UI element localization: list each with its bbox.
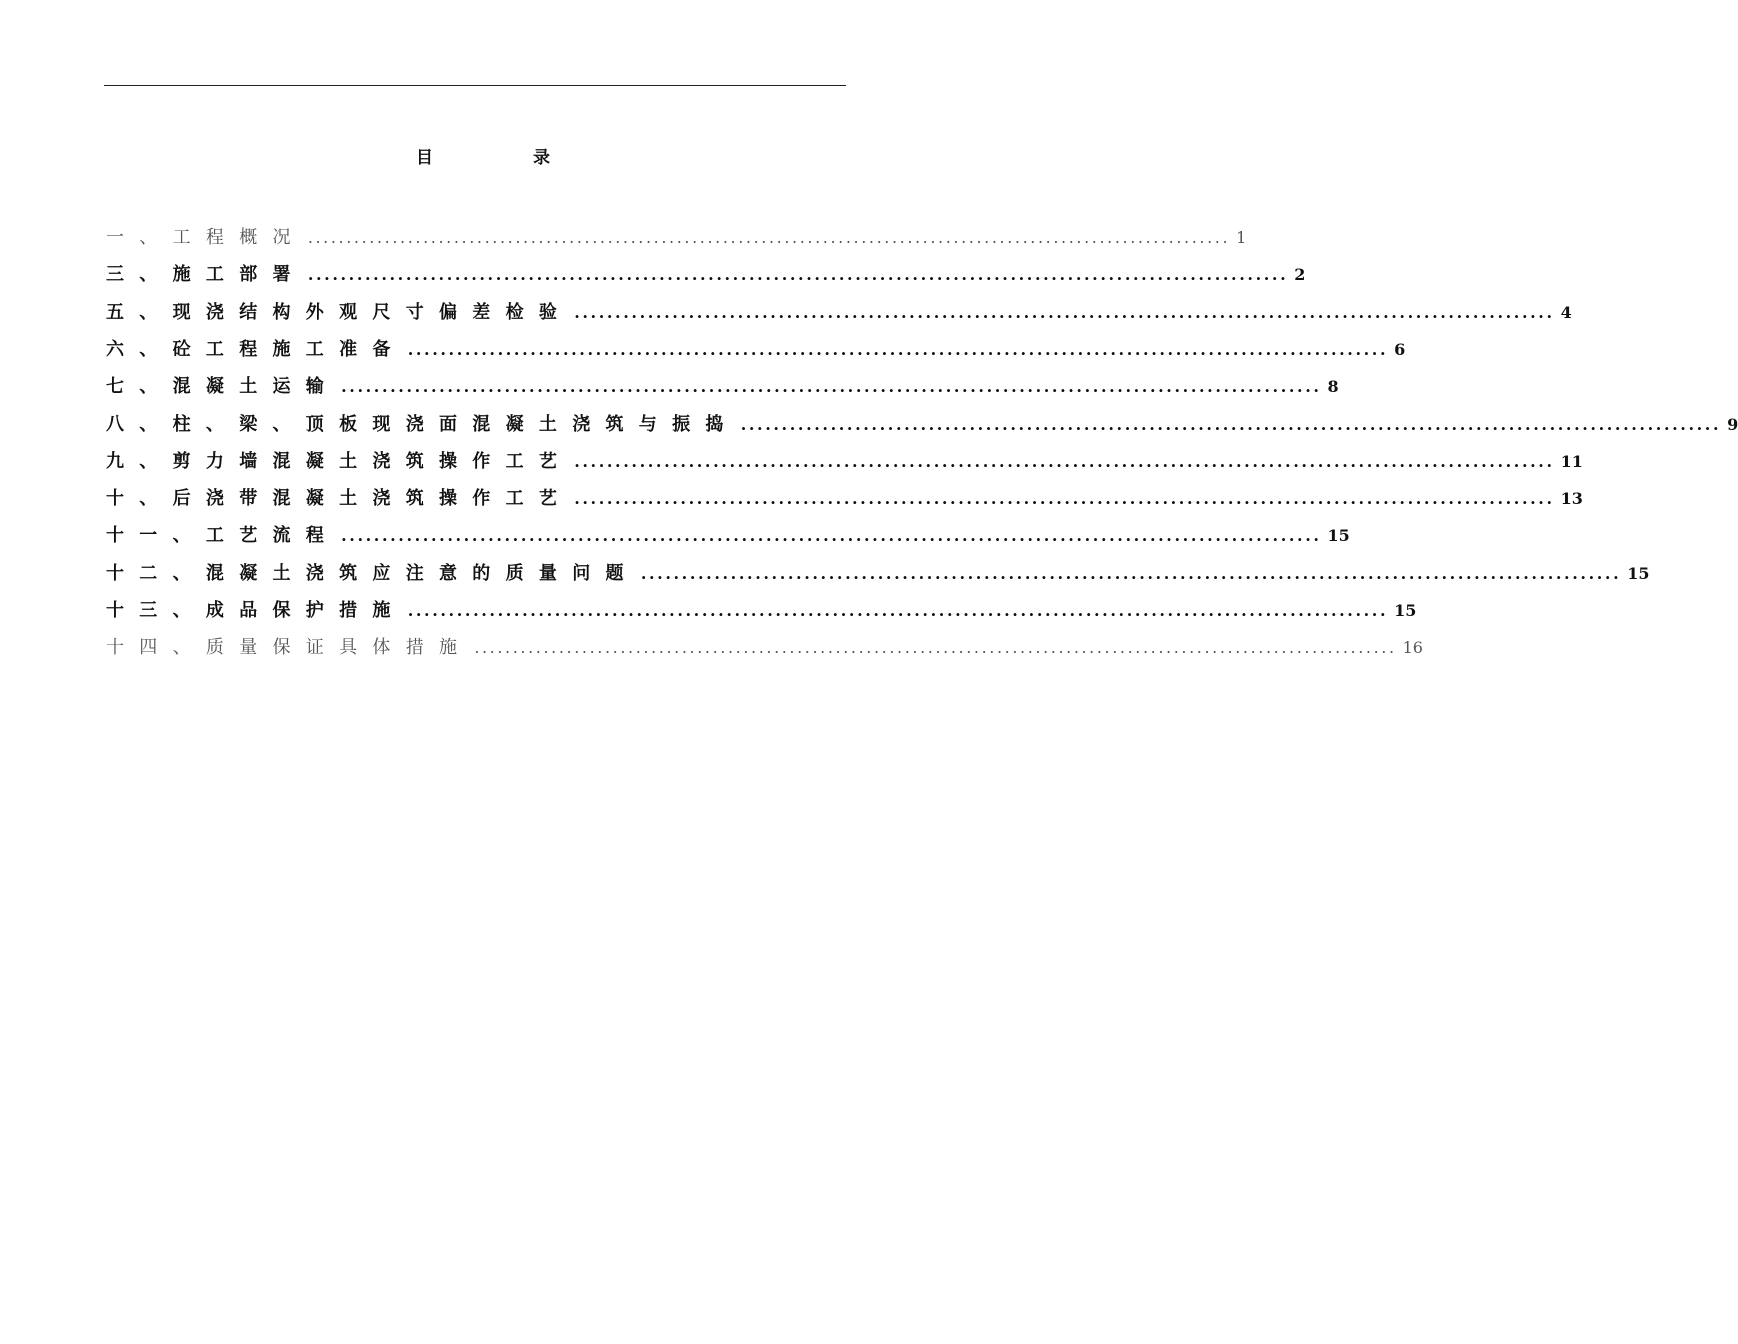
toc-entry[interactable]: [106, 262, 1306, 288]
toc-page-number: 15: [1627, 563, 1650, 583]
toc-leader: ........................................................................................................................: [574, 451, 1555, 471]
toc-entry[interactable]: [106, 635, 1423, 661]
toc-leader: ........................................................................................................................: [407, 601, 1389, 620]
toc-entry-text: 一、工程概况: [106, 227, 306, 248]
toc-page-number: 15: [1394, 601, 1417, 620]
toc-page-number: 1: [1236, 228, 1247, 247]
toc-leader: ........................................................................................................................: [574, 489, 1555, 509]
toc-entry-text: 十三、成品保护措施: [106, 600, 406, 621]
toc-entry[interactable]: [106, 412, 1738, 438]
toc-entry[interactable]: [106, 337, 1406, 363]
toc-page-number: 8: [1327, 377, 1339, 397]
toc-page-number: 4: [1560, 302, 1572, 322]
toc-leader: ........................................................................................................................: [307, 228, 1231, 247]
toc-page-number: 15: [1327, 526, 1350, 546]
toc-entry[interactable]: [106, 598, 1417, 624]
toc-leader: ........................................................................................................................: [341, 526, 1322, 546]
toc-leader: ........................................................................................................................: [740, 414, 1722, 434]
toc-leader: ........................................................................................................................: [640, 563, 1622, 583]
toc-leader: ........................................................................................................................: [341, 377, 1322, 397]
toc-entry-text: 七、混凝土运输: [106, 376, 340, 398]
toc-page-number: 2: [1294, 265, 1306, 285]
toc-page-number: 16: [1402, 638, 1423, 658]
toc-entry[interactable]: [106, 225, 1247, 251]
toc-title-part1: 目: [416, 148, 433, 168]
toc-title-part2: 录: [533, 148, 550, 168]
toc-entry-text: 十四、质量保证具体措施: [106, 637, 473, 659]
toc-page-number: 6: [1394, 339, 1406, 359]
toc-leader: ........................................................................................................................: [307, 265, 1289, 285]
toc-title: [0, 146, 950, 170]
toc-page-number: 11: [1560, 451, 1583, 471]
toc-page-number: 13: [1560, 489, 1583, 509]
toc-entry-text: 五、现浇结构外观尺寸偏差检验: [106, 301, 573, 323]
toc-entry[interactable]: [106, 486, 1583, 512]
toc-entry[interactable]: [106, 561, 1650, 587]
header-rule: [104, 85, 846, 86]
toc-entry-text: 九、剪力墙混凝土浇筑操作工艺: [106, 450, 573, 472]
toc-entry-text: 三、施工部署: [106, 264, 306, 286]
toc-entry-text: 十二、混凝土浇筑应注意的质量问题: [106, 562, 639, 584]
toc-entry[interactable]: [106, 449, 1583, 475]
toc-entry-text: 十一、工艺流程: [106, 525, 340, 547]
toc-entry[interactable]: [106, 523, 1350, 549]
toc-entry-text: 六、砼工程施工准备: [106, 338, 406, 360]
toc-entry[interactable]: [106, 300, 1572, 326]
toc-page-number: 9: [1727, 414, 1738, 434]
toc-entry-text: 八、柱、梁、顶板现浇面混凝土浇筑与振捣: [106, 413, 739, 435]
toc-leader: ........................................................................................................................: [407, 339, 1389, 359]
toc-leader: ........................................................................................................................: [574, 302, 1555, 322]
toc-leader: ........................................................................................................................: [474, 638, 1397, 658]
toc-entry-text: 十、后浇带混凝土浇筑操作工艺: [106, 488, 573, 510]
toc-entry[interactable]: [106, 374, 1339, 400]
